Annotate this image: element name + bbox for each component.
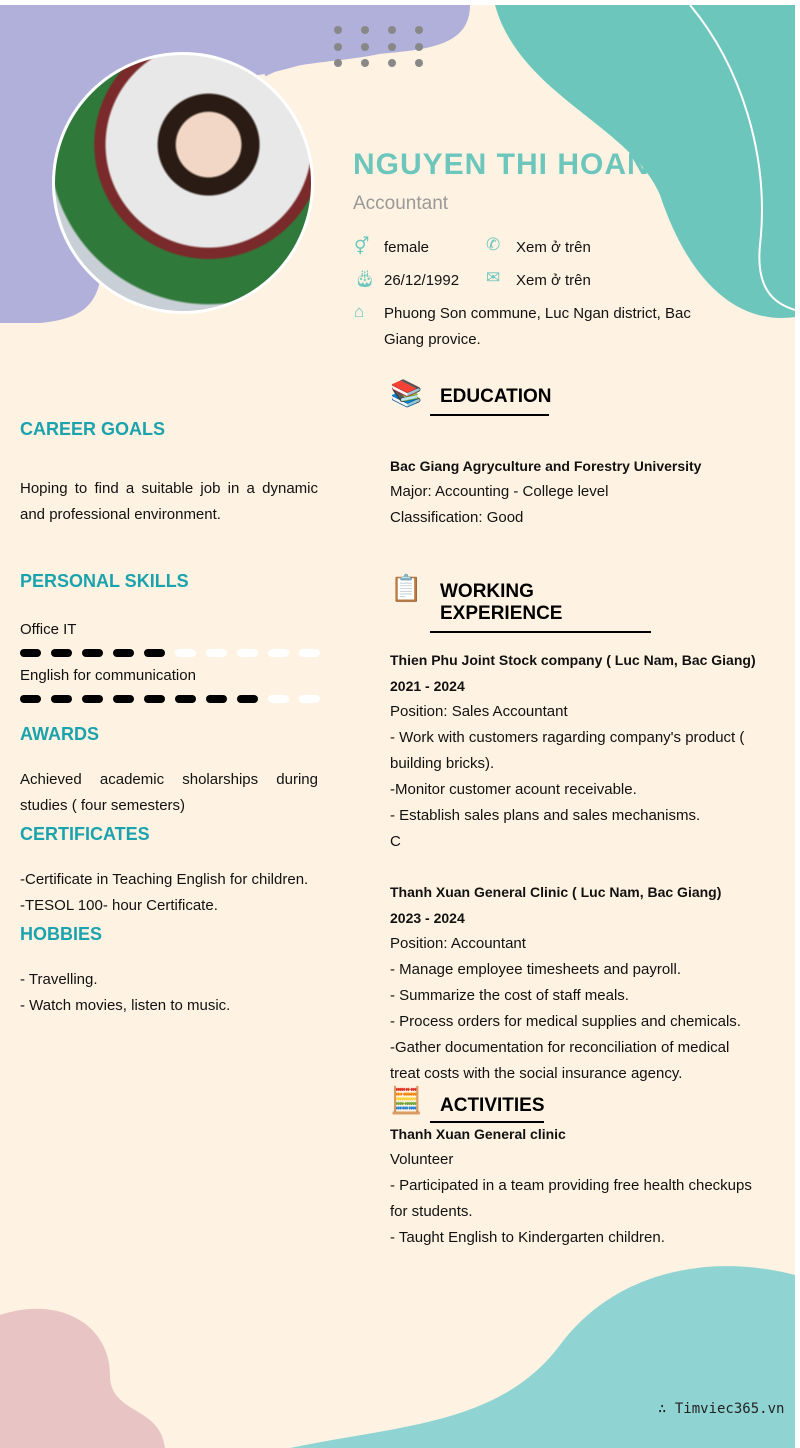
certificates-heading: CERTIFICATES [20, 824, 150, 844]
job-line: - Work with customers ragarding company's product ( building bricks). [390, 729, 745, 772]
company: Thien Phu Joint Stock company ( Luc Nam, Bac Giang) [390, 652, 756, 668]
address: Phuong Son commune, Luc Ngan district, Bac Giang provice. [384, 305, 691, 348]
activity-line: - Participated in a team providing free health checkups for students. [390, 1177, 752, 1220]
email: Xem ở trên [516, 272, 591, 289]
certificate-item: -TESOL 100- hour Certificate. [20, 897, 218, 914]
cv-page [0, 5, 795, 1448]
period: 2023 - 2024 [390, 910, 465, 926]
watermark: ∴ Timviec365.vn [658, 1401, 785, 1417]
job-line: - Manage employee timesheets and payroll. [390, 961, 681, 978]
awards-text: Achieved academic sholarships during studies ( four semesters) [20, 771, 318, 814]
skill-name: Office IT [20, 621, 77, 638]
job-line: - Summarize the cost of staff meals. [390, 987, 629, 1004]
job-line: - Process orders for medical supplies and chemicals. [390, 1013, 741, 1030]
career-goals-heading: CAREER GOALS [20, 419, 166, 439]
education-icon: 📚 [390, 378, 423, 408]
profile-photo [52, 52, 314, 314]
activity-org: Thanh Xuan General clinic [390, 1126, 566, 1142]
experience-icon: 📋 [390, 573, 423, 603]
gender-icon: ⚥ [354, 237, 370, 256]
hobby-item: - Watch movies, listen to music. [20, 997, 231, 1014]
education-heading: EDUCATION [430, 386, 549, 416]
skill-rating [20, 690, 330, 708]
activities-heading: ACTIVITIES [430, 1095, 544, 1123]
certificate-item: -Certificate in Teaching English for children. [20, 871, 309, 888]
candidate-name: NGUYEN THI HOAN [353, 148, 650, 181]
job-line: Position: Sales Accountant [390, 703, 568, 720]
period: 2021 - 2024 [390, 678, 465, 694]
home-icon: ⌂ [354, 302, 365, 321]
hobby-item: - Travelling. [20, 971, 98, 988]
activity-line: Volunteer [390, 1151, 454, 1168]
email-icon: ✉ [486, 268, 501, 287]
experience-heading: WORKING EXPERIENCE [430, 581, 651, 633]
dob: 26/12/1992 [384, 272, 460, 289]
school-name: Bac Giang Agryculture and Forestry University [390, 458, 702, 474]
activity-line: - Taught English to Kindergarten children. [390, 1229, 665, 1246]
hobbies-list [20, 967, 230, 1019]
certificates-list [20, 867, 308, 919]
job-entry [390, 647, 760, 855]
job-line: C [390, 833, 401, 850]
skills-heading: PERSONAL SKILLS [20, 571, 189, 591]
job-entry [390, 879, 760, 1087]
job-line: -Gather documentation for reconciliation of medical treat costs with the social insurance agency. [390, 1039, 730, 1082]
education-line: Major: Accounting - College level [390, 483, 609, 500]
awards-heading: AWARDS [20, 724, 100, 744]
activities-icon: 🧮 [390, 1085, 423, 1115]
phone: Xem ở trên [516, 239, 591, 256]
education-line: Classification: Good [390, 509, 524, 526]
job-line: - Establish sales plans and sales mechanisms. [390, 807, 701, 824]
gender: female [384, 239, 430, 256]
company: Thanh Xuan General Clinic ( Luc Nam, Bac Giang) [390, 884, 722, 900]
hobbies-heading: HOBBIES [20, 924, 103, 944]
skill-name: English for communication [20, 667, 196, 684]
career-goals-text: Hoping to find a suitable job in a dynamic and professional environment. [20, 480, 318, 523]
birthday-cake-icon: 🎂︎ [354, 269, 376, 288]
job-line: Position: Accountant [390, 935, 526, 952]
phone-icon: ✆ [486, 235, 501, 254]
job-title: Accountant [353, 193, 449, 214]
job-line: -Monitor customer acount receivable. [390, 781, 637, 798]
skill-rating [20, 644, 330, 662]
